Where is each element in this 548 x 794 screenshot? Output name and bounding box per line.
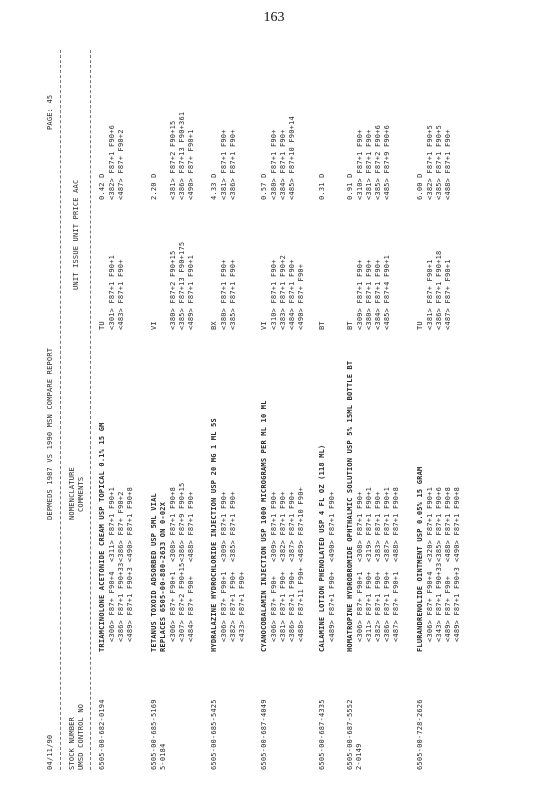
report-header [46, 50, 56, 770]
codes: <381> F87+1 F90+ <386> F87+1 F90+ [220, 129, 237, 200]
codes: <310> F87+1 F90+ <383> F87+1 F90+2 <484> F87+1 F90+ <490> F87+ F90+ [270, 254, 305, 330]
codes: <489> F87+1 F90+ [328, 571, 336, 642]
unit-price: 0.31 D [318, 173, 326, 200]
nomenclature: TRIAMCINOLONE ACETONIDE CREAM USP TOPICAL 0.1% 15 GM [98, 422, 106, 652]
unit-price: 4.33 D [210, 173, 218, 200]
unit-issue: BX [210, 321, 218, 330]
codes: <310> F87+1 F90+ <381> F87+1 F90+ <385> F87+2 F90+6 <485> F87+9 F90+6 [356, 124, 391, 200]
codes: <382> F87+1 F90+5 <385> F87+1 F90+5 <488> F87+1 F90+ [426, 124, 452, 200]
codes: <309> F87+1 F90+ <382> F87+1 F90+ <387> F87+1 F90+ <489> F87+10 F90+ [270, 486, 305, 562]
codes: <301> F87+1 F90+1 <483> F87+1 F90+ [108, 254, 125, 330]
stock-number: 6505-00-687-5552 2-0149 [346, 699, 363, 770]
report-date: 04/11/90 [46, 734, 54, 770]
stock-number: 6505-00-728-2626 [416, 699, 424, 770]
codes: <306> F87+ F90+4 <343> F87+1 F90+33 <489> F87+ F90+ <489> F87+1 F90+3 [426, 562, 461, 642]
codes: <380> F87+2 F90+15 <385> F87+13 F90+175 <489> F87+1 F90+1 [169, 241, 195, 330]
nomenclature: FLURANDRENOLIDE OINTMENT USP 0.05% 15 GRAM [416, 466, 424, 652]
stock-number: 6505-00-687-4335 [318, 699, 326, 770]
unit-price: 2.20 D [150, 173, 158, 200]
unit-price: 0.42 D [98, 173, 106, 200]
col-comments: COMMENTS [77, 476, 85, 512]
unit-issue: VI [150, 321, 158, 330]
unit-issue: TU [98, 321, 106, 330]
codes: <311> F87+1 F90+1 <386> F87+ F90+2 <490> F87+1 F90+8 [108, 486, 134, 562]
report-title: DEPMEDS 1987 VS 1990 MSN COMPARE REPORT [46, 347, 54, 520]
page-number: 163 [263, 10, 285, 25]
nomenclature: CALAMINE LOTION PHENOLATED USP 4 FL OZ (118 ML) [318, 444, 326, 652]
stock-number: 6505-00-685-5169 5-0184 [150, 699, 167, 770]
unit-issue: VI [260, 321, 268, 330]
codes: <308> F87+1 F90+8 <386> F87+9 F90+15 <488> F87+1 F90+ [169, 482, 195, 562]
codes: <306> F87+ F90+1 <307> F87+2 F90+15 <484> F87+ F90+ [169, 562, 195, 642]
unit-issue: BT [318, 321, 326, 330]
codes: <306> F87+ F90+4 <386> F87+1 F90+33 <489> F87+1 F90+3 [108, 562, 134, 642]
codes: <320> F87+1 F90+1 <385> F87+1 F90+6 <488> F87+1 F90+8 <490> F87+1 F90+8 [426, 486, 461, 562]
column-divider [90, 50, 91, 770]
col-unit-price: UNIT ISSUE UNIT PRICE AAC [72, 179, 80, 290]
codes: <381> F87+2 F90+15 <386> F87+13 F90+361 <490> F87+ F90+1 [169, 111, 195, 200]
report-page: PAGE: 45 [46, 94, 54, 130]
unit-issue: TU [416, 321, 424, 330]
unit-price: 6.00 D [416, 173, 424, 200]
stock-number: 6505-00-685-5425 [210, 699, 218, 770]
unit-issue: BT [346, 321, 354, 330]
codes: <381> F87+ F90+1 <386> F87+1 F90+18 <487> F87+ F90+1 [426, 250, 452, 330]
stock-number: 6505-00-687-4049 [260, 699, 268, 770]
header-divider [60, 50, 61, 770]
codes: <308> F87+1 F90+ <319> F87+1 F90+1 <383> F87+1 F90+ <387> F87+1 F90+1 <488> F87+1 F90+8 [356, 486, 400, 562]
codes: <306> F87+ F90+ <381> F87+1 F90+ <386> F87+1 F90+ <488> F87+11 F90+ [270, 566, 305, 642]
codes: <309> F87+1 F90+ <385> F87+1 F90+ [220, 491, 237, 562]
stock-number: 6505-00-682-0194 [98, 699, 106, 770]
rotated-report-sheet [40, 50, 510, 770]
codes: <306> F87+ F90+1 <311> F87+1 F90+ <382> F87+1 F90+ <386> F87+1 F90+ <487> F87+ F90+1 [356, 571, 400, 642]
codes: <306> F87+ F90+1 <382> F87+1 F90+ <433> F87+1 F90+ [220, 571, 246, 642]
codes: <490> F87+1 F90+ [328, 491, 336, 562]
codes: <309> F87+1 F90+ <380> F87+1 F90+ <384> F87+1 F90+ <485> F87+4 F90+1 [356, 254, 391, 330]
codes: <380> F87+1 F90+ <385> F87+1 F90+ [220, 259, 237, 330]
nomenclature: TETANUS TOXOID ADSORBED USP 5ML VIAL REPLACES 6505-00-880-2633 ON 0-02X [150, 493, 167, 652]
col-stock-number: STOCK NUMBER [68, 717, 76, 770]
codes: <380> F87+1 F90+ <384> F87+1 F90+ <485> F87+10 F90+14 [270, 116, 296, 200]
nomenclature: HYDRALAZINE HYDROCHLORIDE INJECTION USP 20 MG 1 ML 5S [210, 418, 218, 652]
nomenclature: CYANOCOBALAMIN INJECTION USP 1000 MICROGRAMS PER ML 10 ML [260, 400, 268, 652]
col-nomenclature: NOMENCLATURE [68, 467, 76, 520]
unit-price: 0.91 D [346, 173, 354, 200]
col-control-no: UMSD CONTROL NO [77, 703, 85, 770]
nomenclature: HOMATROPINE HYDROBROMIDE OPHTHALMIC SOLUTION USP 5% 15ML BOTTLE BT [346, 360, 354, 652]
unit-price: 0.57 D [260, 173, 268, 200]
codes: <382> F87+1 F90+6 <487> F87+ F90+2 [108, 124, 125, 200]
